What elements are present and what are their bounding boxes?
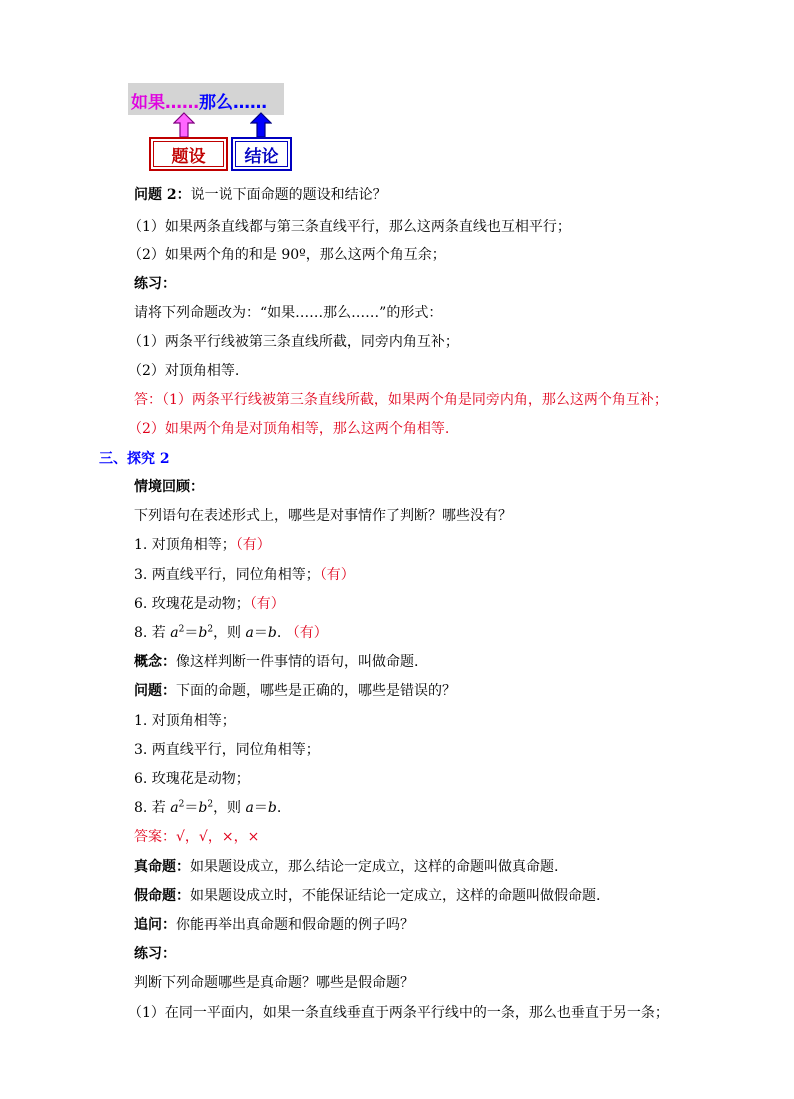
prop-item-1: 1. 对顶角相等； <box>134 713 236 729</box>
question-2-item-2: （2）如果两个角的和是 90º，那么这两个角互余； <box>128 247 446 263</box>
concept-definition: 概念：像这样判断一件事情的语句，叫做命题. <box>134 654 419 670</box>
answer-check: 答案：√，√，×，× <box>134 829 260 845</box>
if-then-label <box>131 88 267 113</box>
conclusion-box: 结论 <box>231 137 292 171</box>
review-heading: 情境回顾： <box>134 479 204 495</box>
arrow-up-pink-icon <box>173 112 195 138</box>
hypothesis-box: 题设 <box>149 137 228 171</box>
exercise-2-item-1: （1）在同一平面内，如果一条直线垂直于两条平行线中的一条，那么也垂直于另一条； <box>128 1005 669 1021</box>
question-2-item-1: （1）如果两条直线都与第三条直线平行，那么这两条直线也互相平行； <box>128 219 571 235</box>
true-proposition-definition: 真命题：如果题设成立，那么结论一定成立，这样的命题叫做真命题. <box>134 859 559 875</box>
review-item-3: 3. 两直线平行，同位角相等；（有） <box>134 567 355 583</box>
answer-2: （2）如果两个角是对顶角相等，那么这两个角相等. <box>128 421 450 437</box>
exercise-2-heading: 练习： <box>134 946 176 962</box>
answer-1: 答：（1）两条平行线被第三条直线所截，如果两个角是同旁内角，那么这两个角互补； <box>134 392 668 408</box>
then-dots: …… <box>233 93 267 113</box>
exercise-item-1: （1）两条平行线被第三条直线所截，同旁内角互补； <box>128 334 459 350</box>
question-line: 问题：下面的命题，哪些是正确的，哪些是错误的？ <box>134 683 456 699</box>
exercise-instruction: 请将下列命题改为：“如果……那么……”的形式： <box>134 305 443 321</box>
section-heading: 三、探究 2 <box>99 451 170 467</box>
review-item-8: 8. 若 $a^2=b^2$，则 a＝b. （有） <box>134 624 328 641</box>
if-dots: …… <box>165 93 199 113</box>
exercise-2-instruction: 判断下列命题哪些是真命题？哪些是假命题？ <box>134 975 414 991</box>
exercise-heading: 练习： <box>134 276 176 292</box>
arrow-up-blue-icon <box>250 112 272 138</box>
follow-up-question: 追问：你能再举出真命题和假命题的例子吗？ <box>134 917 414 933</box>
if-text: 如果 <box>131 93 165 113</box>
prop-item-6: 6. 玫瑰花是动物； <box>134 771 250 787</box>
review-item-6: 6. 玫瑰花是动物；（有） <box>134 596 285 612</box>
review-question: 下列语句在表述形式上，哪些是对事情作了判断？哪些没有？ <box>134 508 512 524</box>
prop-item-3: 3. 两直线平行，同位角相等； <box>134 742 320 758</box>
review-item-1: 1. 对顶角相等；（有） <box>134 537 271 553</box>
question-2: 问题 2：说一说下面命题的题设和结论？ <box>134 187 387 203</box>
false-proposition-definition: 假命题：如果题设成立时，不能保证结论一定成立，这样的命题叫做假命题. <box>134 888 601 904</box>
prop-item-8: 8. 若 $a^2=b^2$，则 a＝b. <box>134 799 282 816</box>
then-text: 那么 <box>199 93 233 113</box>
exercise-item-2: （2）对顶角相等. <box>128 363 240 379</box>
